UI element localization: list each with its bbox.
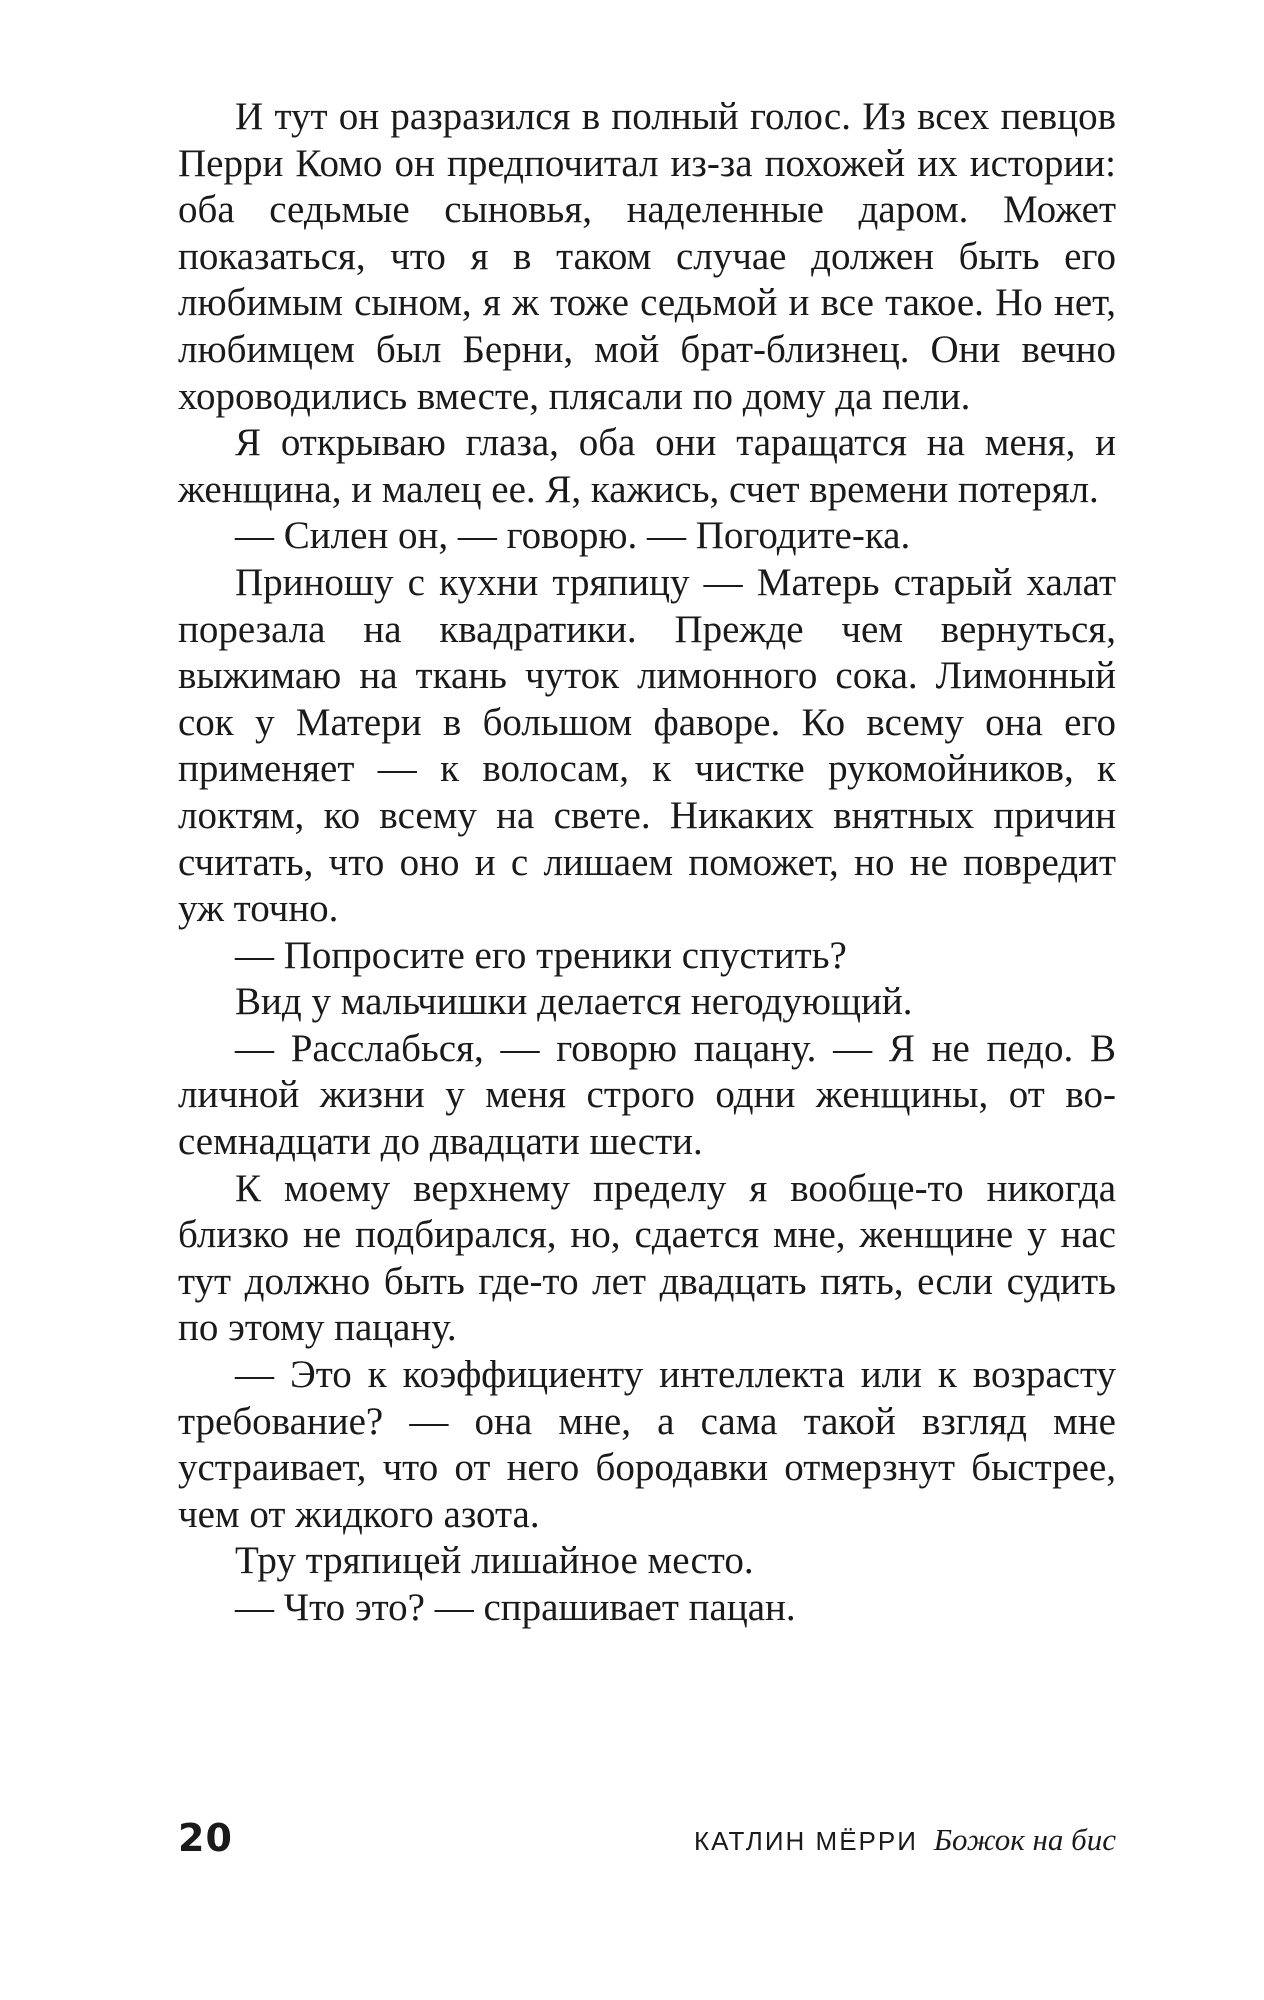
paragraph: Тру тряпицей лишайное место. — [235, 1539, 754, 1583]
paragraph: — Силен он, — говорю. — Погодите-ка. — [235, 514, 911, 558]
paragraph: Приношу с кухни тряпицу — Матерь старый халат порезала на квадратики. Прежде чем вернуться, выжимаю на ткань чуток лимонного сока. Лимонный сок у Матери в большом фаворе. Ко всему она его применяет — к волосам, к чистке рукомойников, к локтям, ко всему на свете. Никаких внятных причин считать, что оно и с лишаем поможет, но не повредит уж точно. — [178, 560, 1116, 931]
paragraph: — Что это? — спрашивает пацан. — [235, 1586, 796, 1629]
paragraph: — Расслабься, — говорю пацану. — Я не педо. В личной жизни у меня строго одни женщины, от восемнадцати до двадцати шести. — [178, 1026, 1116, 1164]
paragraph: Я открываю глаза, оба они таращатся на меня, и женщина, и малец ее. Я, кажись, счет времени потерял. — [178, 421, 1116, 511]
paragraph: И тут он разразился в полный голос. Из всех певцов Перри Комо он предпочитал из-за похожей их истории: оба седьмые сыновья, наделенные даром. Может показаться, что я в таком случае должен быть его любимым сыном, я ж тоже седьмой и все такое. Но нет, любимцем был Берни, мой брат-близнец. Они вечно хороводились вместе, плясали по дому да пели. — [178, 95, 1116, 418]
footer-author: КАТЛИН МЁРРИ — [694, 1826, 918, 1856]
paragraph: — Это к коэффициенту интеллекта или к возрасту требование? — она мне, а сама такой взгляд мне устраивает, что от него бородавки отмерзнут быстрее, чем от жидкого азота. — [178, 1353, 1116, 1536]
body-text — [178, 94, 1116, 1632]
paragraph: К моему верхнему пределу я вообще-то никогда близко не подбирался, но, сдается мне, женщине у нас тут должно быть где-то лет двадцать пять, если судить по этому пацану. — [178, 1166, 1116, 1350]
page-number: 20 — [178, 1816, 233, 1860]
running-footer — [694, 1820, 1116, 1861]
paragraph: — Попросите его треники спустить? — [235, 933, 847, 977]
paragraph: Вид у мальчишки делается негодующий. — [235, 980, 913, 1024]
footer-book-title: Божок на бис — [933, 1822, 1116, 1857]
